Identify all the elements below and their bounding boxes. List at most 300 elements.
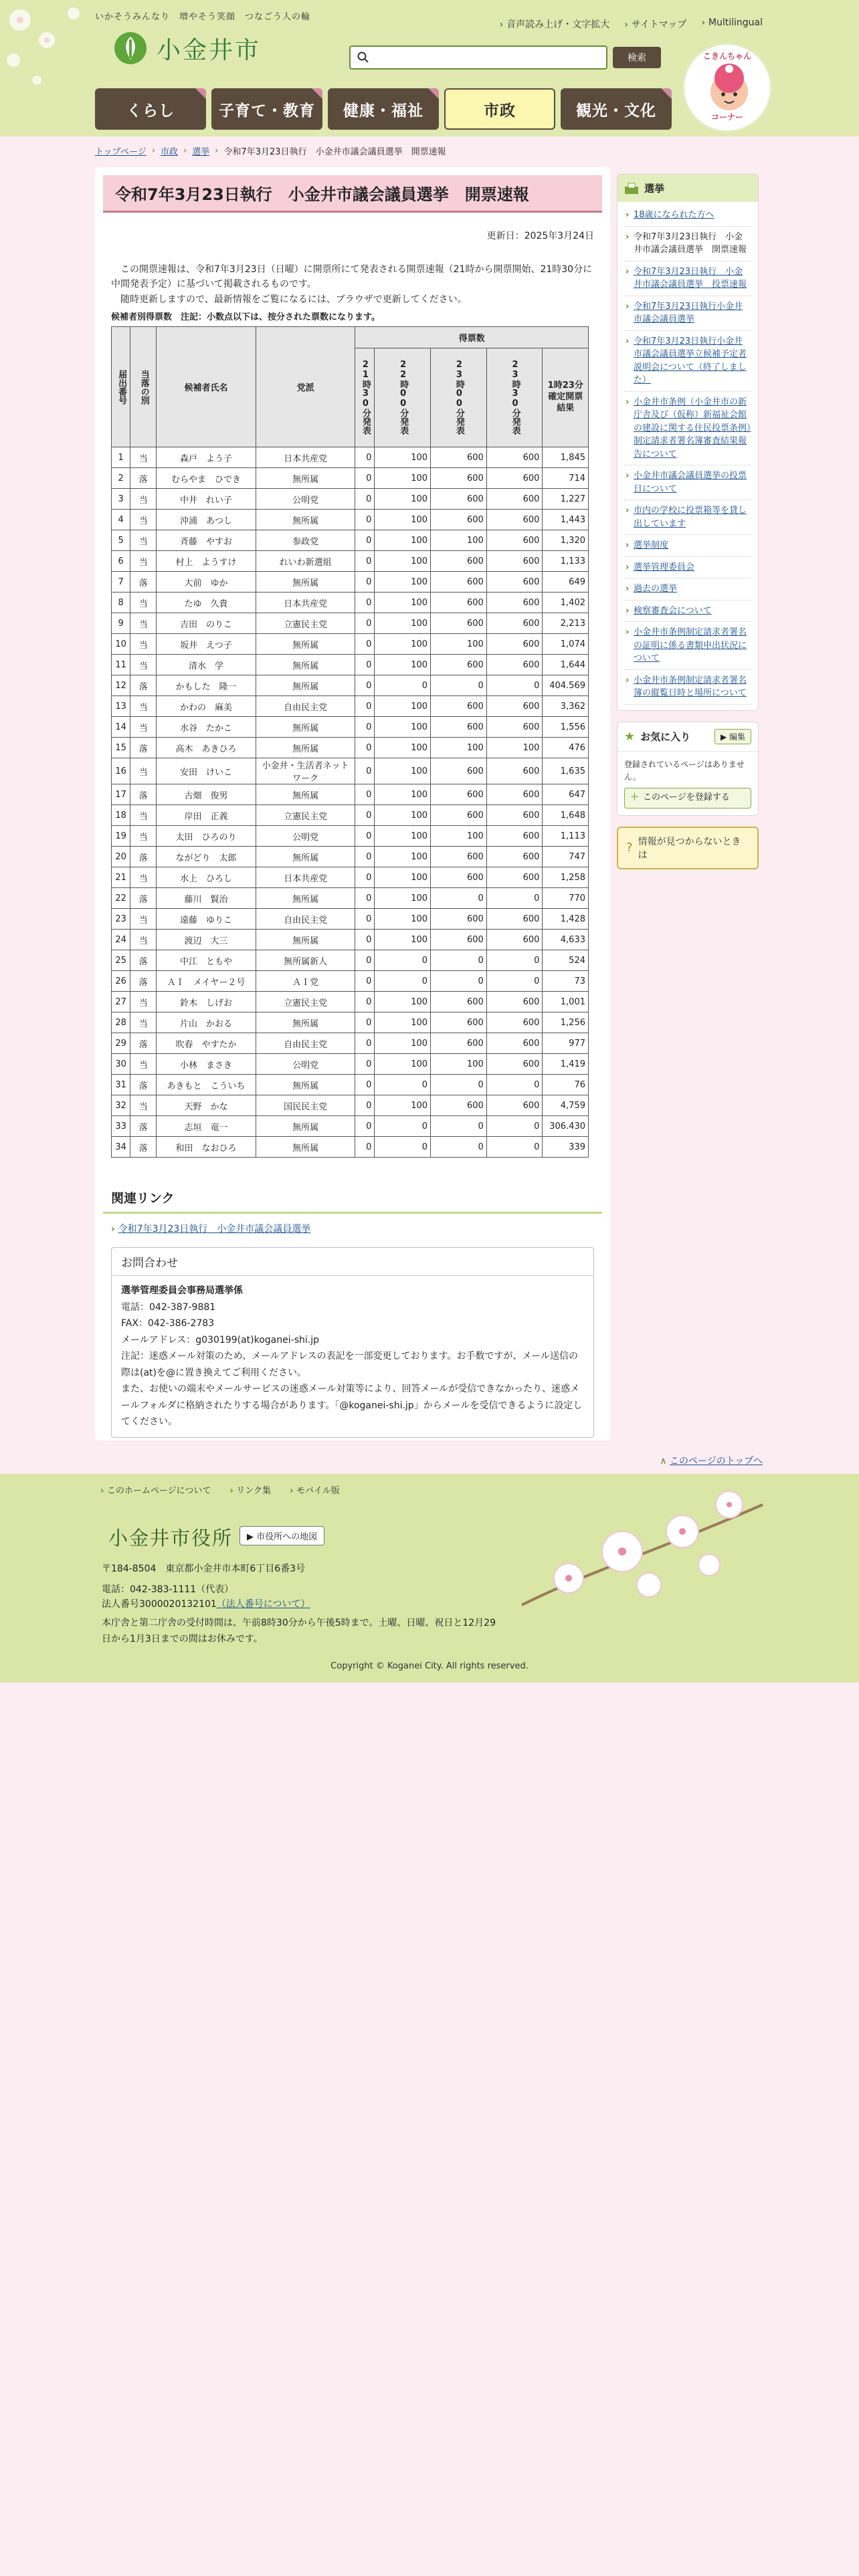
cell-result: 当 — [130, 867, 157, 888]
header-result: 当落の別 — [138, 369, 149, 405]
cell-result: 当 — [130, 930, 157, 950]
cell-final: 1,113 — [543, 826, 589, 847]
cell-no: 29 — [112, 1033, 130, 1054]
cell-no: 11 — [112, 655, 130, 675]
cell-t2: 100 — [375, 696, 431, 717]
cell-t3: 600 — [431, 805, 487, 826]
copyright: Copyright © Koganei City. All rights reserved. — [330, 1661, 529, 1671]
cell-no: 2 — [112, 468, 130, 489]
cell-t4: 600 — [486, 572, 543, 593]
nav-corner-decoration — [661, 88, 672, 99]
cell-party: 無所属 — [256, 1075, 355, 1095]
sidebar-item-link[interactable]: 令和7年3月23日執行小金井市議会議員選挙 — [634, 301, 743, 324]
cell-party: 公明党 — [256, 1054, 355, 1075]
cell-t1: 0 — [355, 738, 375, 758]
table-row — [112, 717, 589, 738]
page-top-link[interactable]: このページのトップへ — [669, 1456, 763, 1467]
cell-t2: 100 — [375, 1033, 431, 1054]
cell-t1: 0 — [355, 1075, 375, 1095]
cell-party: 立憲民主党 — [256, 805, 355, 826]
cell-party: 日本共産党 — [256, 447, 355, 468]
cell-t4: 600 — [486, 613, 543, 634]
search-input[interactable] — [375, 47, 606, 68]
cell-no: 22 — [112, 888, 130, 909]
cell-name: かもした 隆一 — [157, 675, 256, 696]
table-row — [112, 1137, 589, 1158]
footer-link-mobile[interactable]: › モバイル版 — [290, 1483, 340, 1496]
cell-name: 和田 なおひろ — [157, 1137, 256, 1158]
table-row — [112, 655, 589, 675]
cell-t3: 600 — [431, 613, 487, 634]
sidebar-item — [624, 535, 751, 557]
table-row — [112, 489, 589, 510]
corp-number-text: 法人番号3000020132101 — [102, 1599, 217, 1610]
nav-item-health[interactable] — [328, 88, 439, 130]
main-content — [95, 167, 610, 1440]
favorites-edit-label: 編集 — [729, 732, 745, 742]
sidebar-item — [624, 601, 751, 623]
table-row — [112, 971, 589, 992]
cell-final: 404.569 — [543, 675, 589, 696]
page-top-link-wrap — [660, 1454, 763, 1467]
mascot-label-top: こきんちゃん — [702, 51, 751, 61]
header-t2: 22時00分発表 — [398, 360, 409, 435]
cell-name: 小林 まさき — [157, 1054, 256, 1075]
sidebar-item-link[interactable]: 小金井市条例制定請求者署名の証明に係る書類申出状況について — [634, 627, 747, 663]
table-row — [112, 909, 589, 930]
cell-t4: 600 — [486, 992, 543, 1012]
breadcrumb-current: 令和7年3月23日執行 小金井市議会議員選挙 開票速報 — [223, 147, 446, 157]
cell-party: 日本共産党 — [256, 867, 355, 888]
cell-t2: 100 — [375, 805, 431, 826]
nav-corner-decoration — [428, 88, 439, 99]
cell-final: 76 — [543, 1075, 589, 1095]
table-row — [112, 1075, 589, 1095]
cell-t2: 100 — [375, 634, 431, 655]
cell-t2: 100 — [375, 1054, 431, 1075]
contact-tel: 電話：042-387-9881 — [121, 1301, 216, 1313]
cell-t4: 600 — [486, 593, 543, 613]
sidebar-item-link[interactable]: 検察審査会について — [634, 605, 712, 616]
cell-no: 6 — [112, 551, 130, 572]
header-t3: 23時00分発表 — [454, 360, 464, 435]
cell-result: 当 — [130, 489, 157, 510]
sidebar-item-link[interactable]: 令和7年3月23日執行小金井市議会議員選挙立候補予定者説明会について（終了しました） — [634, 336, 747, 385]
cell-party: 無所属 — [256, 930, 355, 950]
footer-city-hall-name: 小金井市役所 — [108, 1527, 233, 1549]
cell-t2: 100 — [375, 530, 431, 551]
footer-link-about[interactable]: › このホームページについて — [100, 1483, 211, 1496]
cell-final: 1,644 — [543, 655, 589, 675]
cell-result: 当 — [130, 1054, 157, 1075]
favorites-register-button[interactable] — [624, 788, 751, 809]
intro-paragraph-2: 随時更新しますので、最新情報をご覧になるには、ブラウザで更新してください。 — [120, 294, 467, 305]
cell-final: 1,258 — [543, 867, 589, 888]
favorites-body — [617, 752, 758, 815]
cell-party: 無所属 — [256, 510, 355, 530]
cell-t2: 100 — [375, 551, 431, 572]
cell-no: 33 — [112, 1116, 130, 1137]
cell-t1: 0 — [355, 805, 375, 826]
cell-t1: 0 — [355, 992, 375, 1012]
cell-name: ＡＩ メイヤー２号 — [157, 971, 256, 992]
table-row — [112, 593, 589, 613]
cell-result: 当 — [130, 447, 157, 468]
cell-no: 16 — [112, 758, 130, 784]
cell-final: 1,001 — [543, 992, 589, 1012]
cell-final: 770 — [543, 888, 589, 909]
cell-t4: 600 — [486, 784, 543, 805]
contact-box — [111, 1247, 594, 1438]
cell-t1: 0 — [355, 489, 375, 510]
cell-t4: 0 — [486, 1075, 543, 1095]
cell-name: 片山 かおる — [157, 1012, 256, 1033]
cell-t4: 600 — [486, 530, 543, 551]
cell-t2: 100 — [375, 826, 431, 847]
cell-t3: 600 — [431, 717, 487, 738]
sidebar-election-box — [617, 174, 759, 711]
cell-result: 落 — [130, 1137, 157, 1158]
cell-final: 1,074 — [543, 634, 589, 655]
cell-name: 太田 ひろのり — [157, 826, 256, 847]
cell-result: 落 — [130, 675, 157, 696]
cell-t1: 0 — [355, 1012, 375, 1033]
cell-no: 7 — [112, 572, 130, 593]
footer-links — [100, 1483, 340, 1496]
updated-date: 更新日：2025年3月24日 — [486, 231, 594, 241]
cell-t1: 0 — [355, 971, 375, 992]
sidebar-item-link[interactable]: 小金井市議会議員選挙の投票日について — [634, 471, 747, 494]
city-hall-map-button[interactable]: ▶ 市役所への地図 — [240, 1526, 324, 1545]
cell-t3: 0 — [431, 1137, 487, 1158]
cell-t1: 0 — [355, 1033, 375, 1054]
search-icon — [357, 51, 369, 64]
cell-t3: 100 — [431, 738, 487, 758]
table-row — [112, 1054, 589, 1075]
cell-name: たゆ 久貴 — [157, 593, 256, 613]
favorites-box — [617, 722, 759, 816]
cell-t3: 0 — [431, 1075, 487, 1095]
cell-no: 9 — [112, 613, 130, 634]
cell-name: 清水 学 — [157, 655, 256, 675]
sidebar-item — [624, 296, 751, 331]
nav-label: 子育て・教育 — [219, 102, 315, 120]
cell-t4: 600 — [486, 1012, 543, 1033]
cell-party: れいわ新選組 — [256, 551, 355, 572]
table-row — [112, 930, 589, 950]
cell-t3: 600 — [431, 784, 487, 805]
cell-no: 31 — [112, 1075, 130, 1095]
table-row — [112, 888, 589, 909]
cell-t2: 0 — [375, 950, 431, 971]
breadcrumb-separator-icon: › — [151, 146, 156, 156]
cell-result: 当 — [130, 696, 157, 717]
cell-no: 24 — [112, 930, 130, 950]
table-row — [112, 992, 589, 1012]
contact-note-1: 注記：迷惑メール対策のため、メールアドレスの表記を一部変更しております。お手数ですが、メール送信の際は(at)を@に置き換えてご利用ください。 — [121, 1351, 579, 1378]
cell-t4: 0 — [486, 675, 543, 696]
cell-result: 当 — [130, 613, 157, 634]
cell-name: 天野 かな — [157, 1095, 256, 1116]
sidebar-item — [624, 227, 751, 261]
cell-result: 落 — [130, 1033, 157, 1054]
cell-party: 立憲民主党 — [256, 613, 355, 634]
util-link-accessibility[interactable]: › 音声読み上げ・文字拡大 — [499, 17, 609, 31]
cell-name: 斉藤 やすお — [157, 530, 256, 551]
cell-t2: 100 — [375, 572, 431, 593]
cell-t3: 100 — [431, 1054, 487, 1075]
contact-heading: お問合わせ — [112, 1248, 593, 1276]
favorites-empty-text: 登録されているページはありません。 — [624, 759, 745, 782]
cell-t3: 600 — [431, 551, 487, 572]
cell-t3: 600 — [431, 489, 487, 510]
cell-party: 無所属 — [256, 634, 355, 655]
sidebar-item — [624, 557, 751, 579]
corp-number-link[interactable]: （法人番号について） — [216, 1599, 310, 1610]
cell-t1: 0 — [355, 655, 375, 675]
cell-final: 4,759 — [543, 1095, 589, 1116]
cell-t4: 600 — [486, 510, 543, 530]
cell-t1: 0 — [355, 510, 375, 530]
cell-party: 無所属 — [256, 572, 355, 593]
table-row — [112, 826, 589, 847]
cell-party: 無所属新人 — [256, 950, 355, 971]
cell-t3: 600 — [431, 447, 487, 468]
cell-t4: 0 — [486, 971, 543, 992]
table-row — [112, 1095, 589, 1116]
cell-t1: 0 — [355, 867, 375, 888]
cell-t4: 600 — [486, 1095, 543, 1116]
cell-t1: 0 — [355, 468, 375, 489]
cell-t2: 100 — [375, 447, 431, 468]
chevron-up-icon: ∧ — [660, 1456, 667, 1467]
utility-links — [499, 17, 763, 31]
mascot-corner-link[interactable] — [682, 43, 772, 132]
table-row — [112, 675, 589, 696]
cell-t4: 600 — [486, 696, 543, 717]
sidebar-item-link[interactable]: 過去の選挙 — [634, 584, 678, 594]
cell-party: 小金井・生活者ネットワーク — [256, 758, 355, 784]
cell-t1: 0 — [355, 551, 375, 572]
cell-party: 立憲民主党 — [256, 992, 355, 1012]
cell-no: 12 — [112, 675, 130, 696]
cell-t4: 0 — [486, 950, 543, 971]
contact-body — [112, 1276, 593, 1437]
cell-t4: 600 — [486, 447, 543, 468]
contact-note-2: また、お使いの端末やメールサービスの迷惑メール対策等により、回答メールが受信できなかったり、迷惑メールフォルダに格納されたりする場合があります。「@koganei-shi.jp」からメールを受信できるように設定してください。 — [121, 1384, 583, 1428]
nav-label: くらし — [126, 102, 175, 120]
cell-final: 73 — [543, 971, 589, 992]
cell-result: 当 — [130, 634, 157, 655]
cell-t3: 0 — [431, 1116, 487, 1137]
sidebar-item-link[interactable]: 小金井市条例（小金井市の新庁舎及び（仮称）新福祉会館の建設に関する住民投票条例）制定請求者署名簿審査結果報告について — [634, 397, 751, 459]
cell-t2: 0 — [375, 971, 431, 992]
table-row — [112, 696, 589, 717]
cell-result: 落 — [130, 738, 157, 758]
site-logo[interactable] — [112, 28, 261, 68]
cell-t1: 0 — [355, 613, 375, 634]
results-table — [111, 326, 589, 1158]
contact-mail: メールアドレス：g030199(at)koganei-shi.jp — [121, 1334, 319, 1346]
table-row — [112, 1012, 589, 1033]
not-found-help-link[interactable] — [617, 827, 759, 869]
util-link-multilingual[interactable]: › Multilingual — [701, 17, 763, 31]
global-nav — [95, 88, 672, 130]
contact-fax: FAX：042-386-2783 — [121, 1318, 215, 1329]
cell-t2: 100 — [375, 847, 431, 867]
cell-result: 当 — [130, 1012, 157, 1033]
cell-no: 20 — [112, 847, 130, 867]
cell-name: 渡辺 大三 — [157, 930, 256, 950]
table-row — [112, 758, 589, 784]
cell-name: 鈴木 しげお — [157, 992, 256, 1012]
cell-party: 公明党 — [256, 826, 355, 847]
cell-t3: 0 — [431, 971, 487, 992]
cell-name: 藤川 賢治 — [157, 888, 256, 909]
cell-result: 落 — [130, 847, 157, 867]
sidebar-item-link[interactable]: 小金井市条例制定請求者署名簿の縦覧日時と場所について — [634, 675, 747, 698]
cell-result: 当 — [130, 530, 157, 551]
city-emblem-icon — [112, 30, 149, 66]
header-t4: 23時30分発表 — [510, 360, 520, 435]
cell-no: 23 — [112, 909, 130, 930]
search-button[interactable]: 検索 — [613, 47, 661, 68]
sidebar-heading — [617, 175, 758, 202]
cell-t1: 0 — [355, 1137, 375, 1158]
breadcrumb — [95, 144, 446, 157]
cell-final: 1,133 — [543, 551, 589, 572]
cell-no: 28 — [112, 1012, 130, 1033]
cell-t2: 100 — [375, 888, 431, 909]
cell-final: 306.430 — [543, 1116, 589, 1137]
cell-final: 476 — [543, 738, 589, 758]
cell-t4: 600 — [486, 805, 543, 826]
cell-no: 18 — [112, 805, 130, 826]
cell-t1: 0 — [355, 530, 375, 551]
favorites-edit-button[interactable]: ▶ 編集 — [714, 729, 751, 744]
cell-t3: 100 — [431, 530, 487, 551]
nav-item-living[interactable] — [95, 88, 206, 130]
cell-t1: 0 — [355, 758, 375, 784]
cell-name: 中井 れい子 — [157, 489, 256, 510]
cell-t4: 600 — [486, 489, 543, 510]
cell-party: 無所属 — [256, 655, 355, 675]
results-table-body — [112, 447, 589, 1158]
cell-t2: 100 — [375, 738, 431, 758]
favorites-heading-label: お気に入り — [640, 730, 691, 743]
cell-result: 落 — [130, 1116, 157, 1137]
cell-name: 志垣 竜一 — [157, 1116, 256, 1137]
header-name: 候補者氏名 — [157, 327, 256, 447]
table-row — [112, 867, 589, 888]
cell-result: 当 — [130, 593, 157, 613]
cell-party: 国民民主党 — [256, 1095, 355, 1116]
cell-name: 安田 けいこ — [157, 758, 256, 784]
cell-t1: 0 — [355, 826, 375, 847]
cell-name: 吹春 やすたか — [157, 1033, 256, 1054]
nav-item-childcare[interactable] — [211, 88, 322, 130]
sidebar-item-link[interactable]: 選挙制度 — [634, 540, 669, 550]
site-name: 小金井市 — [157, 36, 262, 64]
nav-item-city-government[interactable] — [444, 88, 555, 130]
cell-t2: 100 — [375, 468, 431, 489]
related-link-election[interactable]: 令和7年3月23日執行 小金井市議会議員選挙 — [118, 1224, 311, 1235]
table-row — [112, 1033, 589, 1054]
cell-final: 977 — [543, 1033, 589, 1054]
breadcrumb-link-city[interactable]: 市政 — [161, 147, 179, 157]
cell-no: 4 — [112, 510, 130, 530]
table-row — [112, 950, 589, 971]
cell-result: 当 — [130, 655, 157, 675]
nav-item-tourism[interactable] — [561, 88, 672, 130]
cell-t1: 0 — [355, 1095, 375, 1116]
cell-party: 無所属 — [256, 1116, 355, 1137]
sidebar-item-link[interactable]: 市内の学校に投票箱等を貸し出しています — [634, 506, 747, 529]
cell-result: 落 — [130, 1075, 157, 1095]
cell-t3: 600 — [431, 696, 487, 717]
cell-final: 2,213 — [543, 613, 589, 634]
cell-t2: 100 — [375, 930, 431, 950]
ballot-box-icon — [624, 183, 639, 195]
cell-no: 19 — [112, 826, 130, 847]
sidebar-item — [624, 622, 751, 670]
sidebar-heading-label: 選挙 — [644, 183, 665, 195]
cell-final: 1,256 — [543, 1012, 589, 1033]
cell-final: 3,362 — [543, 696, 589, 717]
site-header — [0, 0, 859, 136]
util-link-sitemap[interactable]: › サイトマップ — [624, 17, 686, 31]
breadcrumb-link-top[interactable]: トップページ — [95, 147, 147, 157]
cell-t3: 600 — [431, 1033, 487, 1054]
cell-t2: 0 — [375, 1075, 431, 1095]
nav-label: 観光・文化 — [576, 102, 656, 120]
cell-name: 村上 ようすけ — [157, 551, 256, 572]
cell-no: 3 — [112, 489, 130, 510]
cell-no: 17 — [112, 784, 130, 805]
cell-t3: 100 — [431, 634, 487, 655]
cell-name: 吉田 のりこ — [157, 613, 256, 634]
sidebar-item — [624, 392, 751, 466]
table-row — [112, 468, 589, 489]
sidebar-item-link[interactable]: 18歳になられた方へ — [634, 210, 714, 220]
cell-no: 27 — [112, 992, 130, 1012]
sidebar-item-link[interactable]: 令和7年3月23日執行 小金井市議会議員選挙 投票速報 — [634, 266, 747, 290]
footer-link-links[interactable]: › リンク集 — [229, 1483, 271, 1496]
cell-party: 自由民主党 — [256, 696, 355, 717]
intro-paragraph-1: この開票速報は、令和7年3月23日（日曜）に開票所にて発表される開票速報（21時から開票開始、21時30分に中間発表予定）に基づいて掲載されるものです。 — [111, 264, 593, 290]
cell-no: 26 — [112, 971, 130, 992]
sidebar-item — [624, 465, 751, 500]
cell-t2: 100 — [375, 655, 431, 675]
related-links-heading: 関連リンク — [103, 1183, 602, 1214]
cell-t3: 600 — [431, 847, 487, 867]
cell-party: 無所属 — [256, 847, 355, 867]
cell-result: 当 — [130, 1095, 157, 1116]
nav-label: 健康・福祉 — [343, 102, 423, 120]
cell-t3: 600 — [431, 572, 487, 593]
sidebar-item — [624, 670, 751, 705]
header-no: 届出番号 — [116, 369, 127, 405]
cell-party: ＡＩ党 — [256, 971, 355, 992]
cell-t3: 600 — [431, 867, 487, 888]
cell-party: 無所属 — [256, 1012, 355, 1033]
cell-t2: 100 — [375, 489, 431, 510]
breadcrumb-separator-icon: › — [183, 146, 187, 156]
sidebar-item-link[interactable]: 選挙管理委員会 — [634, 562, 695, 572]
cell-name: 沖浦 あつし — [157, 510, 256, 530]
cell-result: 落 — [130, 572, 157, 593]
breadcrumb-link-election[interactable]: 選挙 — [192, 147, 210, 157]
